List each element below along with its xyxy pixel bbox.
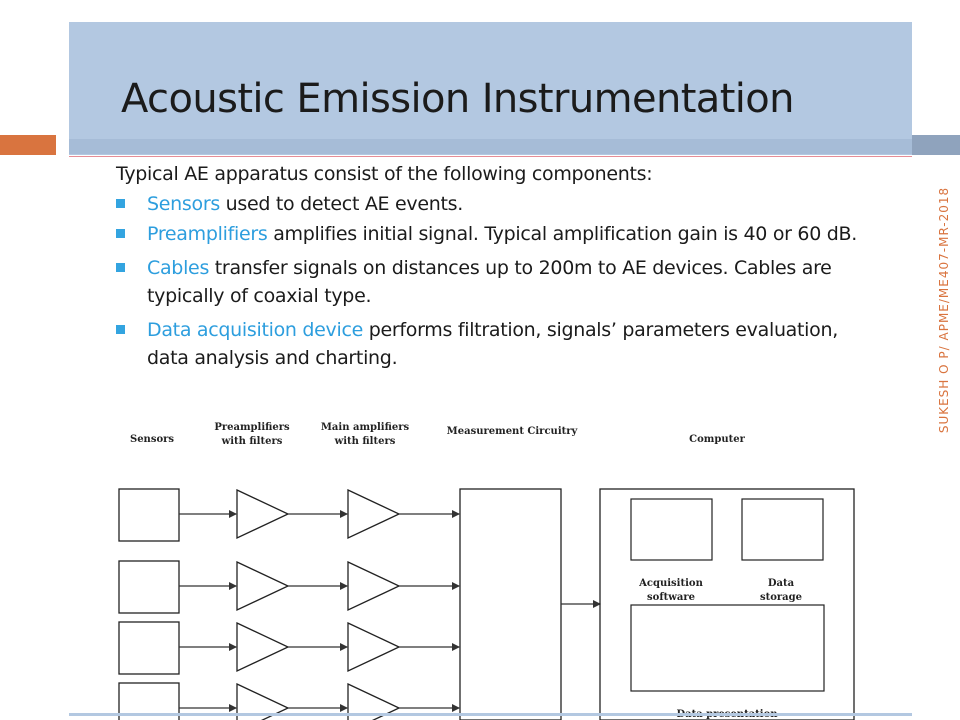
main-amplifiers-label-2: with filters (334, 436, 396, 447)
title-rule (69, 156, 912, 157)
bullet-cables (116, 254, 876, 310)
bullet-key: Sensors (147, 193, 220, 215)
sensor-box (119, 489, 179, 541)
sensor-box (119, 622, 179, 674)
data-presentation-box (631, 605, 824, 691)
bullet-data-acquisition (116, 316, 876, 372)
body-text (116, 160, 876, 372)
author-course-label: SUKESH O P/ APME/ME407-MR-2018 (937, 186, 951, 434)
data-storage-box (742, 499, 823, 560)
storage-label: Data (767, 578, 795, 589)
signal-channels (119, 489, 459, 720)
bullet-key: Data acquisition device (147, 319, 363, 341)
square-bullet-icon (116, 199, 125, 208)
accent-bar-right (912, 135, 960, 155)
block-diagram-svg (69, 407, 912, 720)
component-list (116, 190, 876, 372)
slide-title: Acoustic Emission Instrumentation (121, 76, 794, 122)
ae-block-diagram (69, 407, 912, 720)
main-amplifier-triangle (348, 490, 399, 538)
main-amplifier-triangle (348, 623, 399, 671)
computer-label: Computer (689, 434, 745, 445)
preamplifiers-label-2: with filters (221, 436, 283, 447)
square-bullet-icon (116, 263, 125, 272)
bullet-text: transfer signals on distances up to 200m to AE devices. Cables are typically of coaxial type. (147, 257, 832, 307)
preamplifiers-label: Preamplifiers (214, 422, 290, 433)
acquisition-software-box (631, 499, 712, 560)
bullet-text: performs filtration, signals’ parameters evaluation, data analysis and charting. (147, 319, 838, 369)
bullet-text: used to detect AE events. (219, 193, 463, 215)
sensors-label: Sensors (129, 434, 175, 445)
slide-image (69, 22, 912, 720)
measurement-circuitry-label: Measurement Circuitry (446, 426, 578, 437)
acquisition-label-2: software (647, 592, 695, 603)
preamplifier-triangle (237, 562, 288, 610)
storage-label-2: storage (759, 592, 803, 603)
preamplifier-triangle (237, 623, 288, 671)
square-bullet-icon (116, 229, 125, 238)
bullet-key: Preamplifiers (147, 223, 268, 245)
square-bullet-icon (116, 325, 125, 334)
bullet-preamplifiers (116, 220, 876, 248)
intro-text: Typical AE apparatus consist of the following components: (116, 163, 653, 185)
accent-bar-left (0, 135, 56, 155)
bullet-key: Cables (147, 257, 210, 279)
main-amplifiers-label: Main amplifiers (320, 422, 410, 433)
acquisition-label: Acquisition (639, 578, 703, 589)
title-strip (69, 139, 912, 154)
bullet-text: amplifies initial signal. Typical amplification gain is 40 or 60 dB. (267, 223, 857, 245)
sensor-box (119, 561, 179, 613)
main-amplifier-triangle (348, 562, 399, 610)
bullet-sensors (116, 190, 876, 218)
measurement-circuitry-box (460, 489, 561, 720)
bottom-accent-line (69, 713, 912, 716)
preamplifier-triangle (237, 490, 288, 538)
